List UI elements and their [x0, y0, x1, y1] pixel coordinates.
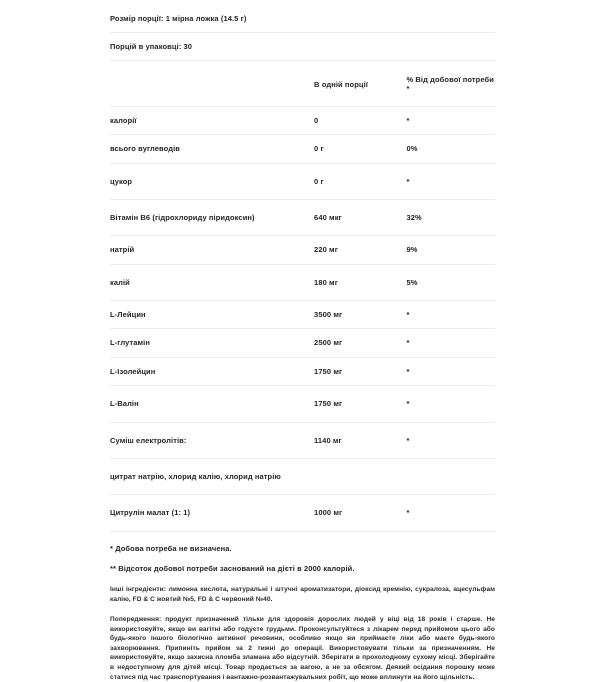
table-header-row: [110, 61, 495, 106]
column-header-daily-value: % Від добової потреби *: [406, 61, 495, 106]
nutrient-daily-value: 32%: [406, 199, 495, 235]
table-row: [110, 422, 495, 458]
nutrient-daily-value: *: [406, 422, 495, 458]
footnotes-block: [110, 532, 495, 575]
nutrition-facts-table: [110, 61, 495, 532]
nutrient-name: L-Валін: [110, 386, 314, 422]
table-row: [110, 329, 495, 357]
nutrient-name: натрій: [110, 236, 314, 264]
nutrient-name: цукор: [110, 163, 314, 199]
nutrient-daily-value: [406, 458, 495, 494]
nutrient-amount: 1000 мг: [314, 495, 406, 531]
table-row: [110, 301, 495, 329]
nutrient-daily-value: *: [406, 329, 495, 357]
other-ingredients-text: Інші інгредієнти: лимонна кислота, натуральні і штучні ароматизатори, діоксид кремнію, сукралоза, ацесульфам калію, FD & C жовтий №5, FD & C червоний №40.: [110, 586, 495, 603]
nutrient-amount: 220 мг: [314, 236, 406, 264]
nutrient-amount: 1750 мг: [314, 357, 406, 385]
nutrient-amount: 0 г: [314, 135, 406, 163]
table-row: [110, 106, 495, 134]
serving-size-row: Розмір порції: 1 мірна ложка (14.5 г): [110, 0, 495, 33]
table-row: [110, 199, 495, 235]
column-header-amount-per-serving: В одній порції: [314, 61, 406, 106]
column-header-nutrient: [110, 61, 314, 106]
table-header: [110, 61, 495, 106]
nutrient-amount: 2500 мг: [314, 329, 406, 357]
warning-text: Попередження: продукт призначений тільки для здоровія дорослих людей у віці від 18 років і старше. Не використовуйте, якщо ви вагітні або годуєте грудьми. Проконсультуйтеся з лікарем перед прийомом цього або будь-якого іншого біологічно активної речовини, особливо якщо ви приймаєте ліки або маєте будь-якого захворювання. Припиніть прийом за 2 тижні до операції. Використовувати тільки за призначенням. Не використовуйте, якщо захисна пломба зламана або відсутній. Зберігати в прохолодному сухому місці. Зберігайте в недоступному для дітей місці. Товар продається за вагою, а не за обсягом. Деякий осідання порошку може статися під час транспортування і вантажно-розвантажувальних робіт, що може вплинути на його щільність.: [110, 616, 495, 681]
table-row: [110, 386, 495, 422]
nutrient-name: калорії: [110, 106, 314, 134]
nutrient-daily-value: 9%: [406, 236, 495, 264]
nutrient-name: L-глутамін: [110, 329, 314, 357]
nutrient-amount: [314, 458, 406, 494]
nutrient-name: L-Лейцин: [110, 301, 314, 329]
serving-info-block: [110, 0, 495, 61]
nutrient-amount: 640 мкг: [314, 199, 406, 235]
table-row: [110, 264, 495, 300]
nutrient-amount: 1140 мг: [314, 422, 406, 458]
table-row: [110, 236, 495, 264]
table-row: [110, 458, 495, 494]
nutrient-daily-value: *: [406, 495, 495, 531]
nutrient-daily-value: *: [406, 106, 495, 134]
nutrient-amount: 1750 мг: [314, 386, 406, 422]
nutrient-daily-value: 0%: [406, 135, 495, 163]
nutrient-daily-value: 5%: [406, 264, 495, 300]
nutrient-amount: 0 г: [314, 163, 406, 199]
nutrient-amount: 0: [314, 106, 406, 134]
nutrient-name: Вітамін B6 (гідрохлориду піридоксин): [110, 199, 314, 235]
nutrient-name: калій: [110, 264, 314, 300]
nutrient-amount: 180 мг: [314, 264, 406, 300]
nutrient-daily-value: *: [406, 163, 495, 199]
nutrient-daily-value: *: [406, 357, 495, 385]
table-row: [110, 135, 495, 163]
footnote-2000-calorie-diet: ** Відсоток добової потреби заснований на дієті в 2000 калорій.: [110, 564, 355, 574]
table-row: [110, 495, 495, 531]
nutrient-name: всього вуглеводів: [110, 135, 314, 163]
nutrient-daily-value: *: [406, 386, 495, 422]
table-row: [110, 163, 495, 199]
nutrient-name: L-Ізолейцин: [110, 357, 314, 385]
nutrient-amount: 3500 мг: [314, 301, 406, 329]
nutrient-name: Суміш електролітів:: [110, 422, 314, 458]
nutrient-daily-value: *: [406, 301, 495, 329]
footnote-daily-value-not-established: * Добова потреба не визначена.: [110, 543, 232, 553]
table-row: [110, 357, 495, 385]
nutrient-name: Цитрулін малат (1: 1): [110, 495, 314, 531]
nutrient-name: цитрат натрію, хлорид калію, хлорид натрію: [110, 458, 314, 494]
table-body: [110, 106, 495, 531]
servings-per-container-row: Порцій в упаковці: 30: [110, 33, 495, 61]
